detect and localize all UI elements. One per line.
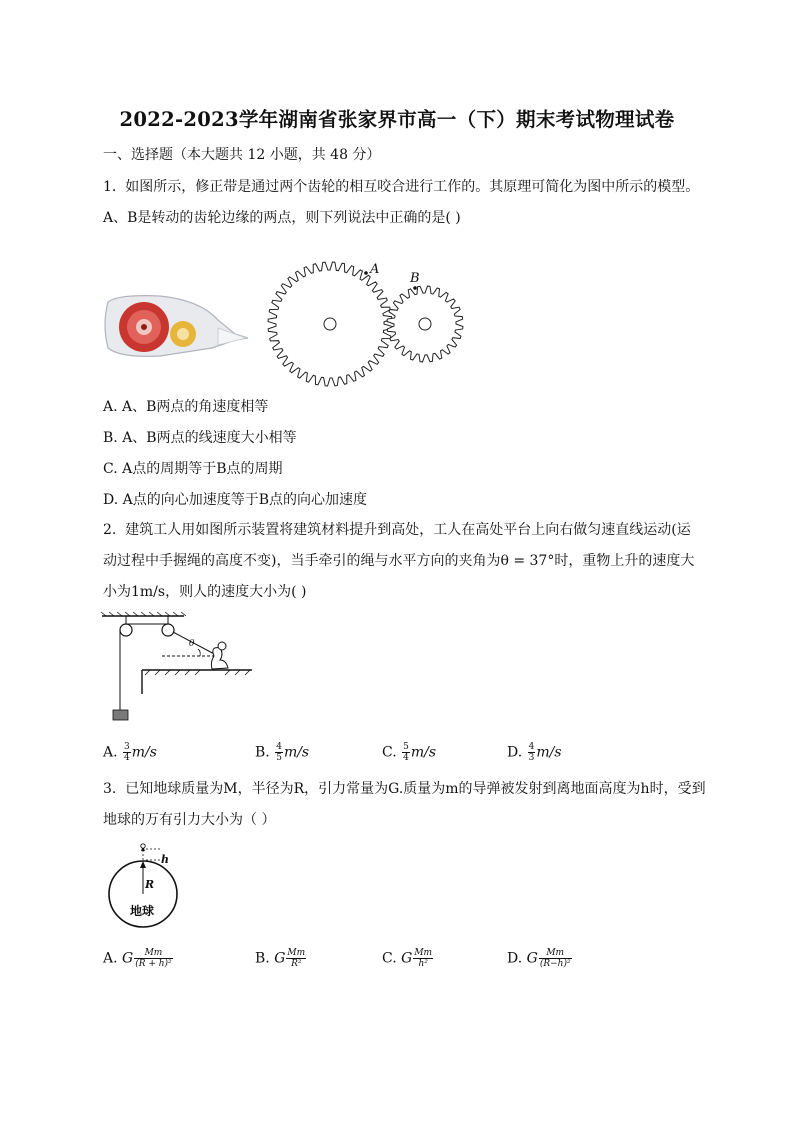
q3-option-a-g: G <box>122 950 134 967</box>
q3-option-b-letter: B. <box>255 950 270 967</box>
q2-option-a-den: 4 <box>124 753 130 763</box>
q3-stem-line2: 地球的万有引力大小为（ ） <box>103 812 276 828</box>
radius-label: R <box>145 878 155 891</box>
q2-option-c-den: 4 <box>403 753 409 763</box>
q3-option-c-den: h² <box>418 959 428 969</box>
q3-option-a-letter: A. <box>103 950 118 967</box>
q3-option-d-num: Mm <box>539 948 572 959</box>
q3-option-a-den: (R + h)² <box>135 959 172 969</box>
point-a-label: A <box>370 262 380 277</box>
q3-option-c[interactable] <box>382 948 434 969</box>
small-gear-hub <box>419 318 431 330</box>
q2-number: 2. <box>103 522 117 538</box>
q2-text-1: 建筑工人用如图所示装置将建筑材料提升到高处，工人在高处平台上向右做匀速直线运动(运 <box>125 522 691 538</box>
q3-option-c-num: Mm <box>414 948 433 958</box>
q3-option-b-den: R² <box>291 959 302 969</box>
q2-stem-line3: 小为1m/s，则人的速度大小为( ) <box>103 584 307 600</box>
q2-option-a[interactable] <box>103 742 157 763</box>
q3-option-d[interactable] <box>507 948 573 969</box>
section-heading: 一、选择题（本大题共 12 小题，共 48 分） <box>103 147 381 163</box>
earth-label: 地球 <box>130 904 155 918</box>
q3-text-1: 已知地球质量为M，半径为R，引力常量为G.质量为m的导弹被发射到离地面高度为h时，受到 <box>125 781 706 797</box>
q1-stem-line1 <box>103 178 699 196</box>
q3-option-d-letter: D. <box>507 950 523 967</box>
q2-option-d-unit: m/s <box>536 744 562 761</box>
q1-option-b[interactable]: B. A、B两点的线速度大小相等 <box>103 430 297 446</box>
q2-option-c[interactable] <box>382 742 436 763</box>
q2-option-c-letter: C. <box>382 744 397 761</box>
q3-number: 3. <box>103 781 117 797</box>
q3-option-c-letter: C. <box>382 950 397 967</box>
q3-option-b-num: Mm <box>287 948 306 958</box>
q3-option-d-den: (R−h)² <box>539 959 571 969</box>
q2-option-c-num: 5 <box>403 742 409 752</box>
q1-number: 1. <box>103 179 117 195</box>
q2-option-d-den: 3 <box>528 753 535 763</box>
q3-option-d-g: G <box>526 950 538 967</box>
q1-stem-line2: A、B是转动的齿轮边缘的两点，则下列说法中正确的是( ) <box>103 210 461 226</box>
q1-option-d[interactable]: D. A点的向心加速度等于B点的向心加速度 <box>103 492 368 508</box>
q2-option-b-unit: m/s <box>283 744 310 761</box>
q2-option-a-num: 3 <box>124 742 130 752</box>
gear-diagram <box>262 255 472 400</box>
q2-stem-line1 <box>103 521 691 539</box>
q2-option-b-den: 5 <box>276 753 282 763</box>
point-a-marker <box>364 271 368 275</box>
tape-corrector-photo <box>100 290 250 360</box>
q3-stem-line1 <box>103 780 706 798</box>
q2-option-a-letter: A. <box>103 744 118 761</box>
q2-option-c-unit: m/s <box>410 744 437 761</box>
large-gear-hub <box>324 318 336 330</box>
q2-option-b-num: 4 <box>276 742 282 752</box>
q2-option-d-letter: D. <box>507 744 523 761</box>
q3-option-c-g: G <box>401 950 413 967</box>
q1-option-c[interactable]: C. A点的周期等于B点的周期 <box>103 461 283 477</box>
q2-option-d[interactable] <box>507 742 562 763</box>
q1-text-1: 如图所示，修正带是通过两个齿轮的相互咬合进行工作的。其原理可简化为图中所示的模型。 <box>125 179 700 195</box>
point-b-label: B <box>410 271 420 286</box>
q2-option-b[interactable] <box>255 742 309 763</box>
theta-label: θ <box>189 639 195 649</box>
q3-option-a[interactable] <box>103 948 174 969</box>
page-title: 2022-2023学年湖南省张家界市高一（下）期末考试物理试卷 <box>119 108 675 131</box>
height-label: h <box>161 853 169 866</box>
pulley-diagram <box>100 612 260 727</box>
q2-option-a-unit: m/s <box>131 744 157 761</box>
q3-option-a-num: Mm <box>134 948 172 959</box>
point-b-marker <box>413 286 417 290</box>
q2-stem-line2: 动过程中手握绳的高度不变)，当手牵引的绳与水平方向的夹角为θ = 37°时，重物上升的速度大 <box>103 553 695 569</box>
q3-option-b[interactable] <box>255 948 307 969</box>
q1-option-a[interactable]: A. A、B两点的角速度相等 <box>103 399 269 415</box>
q3-option-b-g: G <box>274 950 286 967</box>
q2-option-d-num: 4 <box>528 742 535 752</box>
q2-option-b-letter: B. <box>255 744 270 761</box>
